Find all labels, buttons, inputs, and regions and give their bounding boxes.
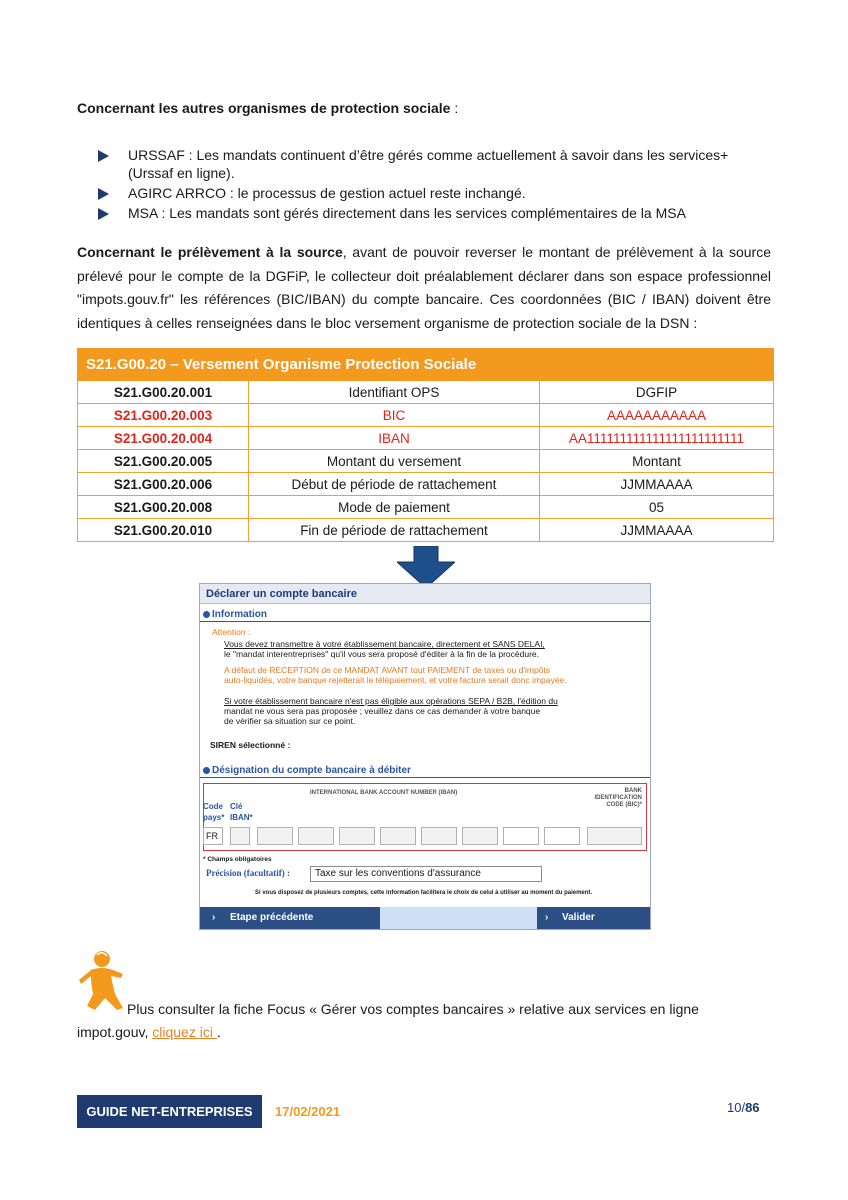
bic-field[interactable] xyxy=(587,827,642,845)
footer-date: 17/02/2021 xyxy=(275,1104,341,1119)
cell-value: Montant xyxy=(540,450,774,473)
info-line: le "mandat interentreprises" qu'il vous sera proposé d'éditer à la fin de la procédure. xyxy=(224,649,539,659)
chevron-right-icon: › xyxy=(545,912,549,923)
note-period: . xyxy=(216,1024,221,1040)
iban-block-field[interactable] xyxy=(544,827,580,845)
cell-code: S21.G00.20.004 xyxy=(78,427,249,450)
table-row xyxy=(78,519,774,542)
attention-label: Attention : xyxy=(212,627,251,637)
footer-guide-badge: GUIDE NET-ENTREPRISES xyxy=(77,1095,262,1128)
iban-block-field[interactable] xyxy=(421,827,457,845)
precision-input[interactable]: Taxe sur les conventions d'assurance xyxy=(310,866,542,882)
cell-label: Montant du versement xyxy=(249,450,540,473)
cell-code: S21.G00.20.006 xyxy=(78,473,249,496)
iban-title: INTERNATIONAL BANK ACCOUNT NUMBER (IBAN) xyxy=(310,790,458,796)
cliquez-ici-link[interactable]: cliquez ici xyxy=(152,1024,217,1040)
cell-code: S21.G00.20.005 xyxy=(78,450,249,473)
list-item xyxy=(98,184,738,202)
iban-block-field[interactable] xyxy=(257,827,293,845)
cell-label: Début de période de rattachement xyxy=(249,473,540,496)
cell-label: Mode de paiement xyxy=(249,496,540,519)
nav-bar xyxy=(200,907,650,929)
iban-block-field[interactable] xyxy=(380,827,416,845)
list-item xyxy=(98,146,738,182)
cell-code: S21.G00.20.001 xyxy=(78,381,249,404)
bic-title: BANK IDENTIFICATION CODE (BIC)* xyxy=(594,788,642,808)
validate-button[interactable] xyxy=(537,907,650,929)
page-number xyxy=(727,1100,760,1115)
cell-value: 05 xyxy=(540,496,774,519)
section-bullet-icon xyxy=(203,767,210,774)
ops-table xyxy=(77,348,774,542)
triangle-bullet-icon xyxy=(98,208,109,220)
iban-key-field[interactable] xyxy=(230,827,250,845)
precision-help: Si vous disposez de plusieurs comptes, cette information facilitera le choix de celui à utiliser au moment du paiement. xyxy=(255,890,593,896)
cell-label: IBAN xyxy=(249,427,540,450)
bullet-text: AGIRC ARRCO : le processus de gestion actuel reste inchangé. xyxy=(128,185,526,201)
iban-block-field[interactable] xyxy=(298,827,334,845)
info-line: mandat ne vous sera pas proposée ; veuillez dans ce cas demander à votre banque xyxy=(224,706,541,716)
down-arrow-icon xyxy=(397,546,455,588)
designation-text: Désignation du compte bancaire à débiter xyxy=(212,765,411,776)
note-text: impot.gouv, xyxy=(77,1024,153,1040)
heading-suffix: : xyxy=(450,100,459,116)
validate-label: Valider xyxy=(562,912,595,923)
cell-code: S21.G00.20.003 xyxy=(78,404,249,427)
cell-label: Fin de période de rattachement xyxy=(249,519,540,542)
focus-note: Plus consulter la fiche Focus « Gérer vos comptes bancaires » relative aux services en ligne xyxy=(127,1001,699,1017)
cell-value: DGFIP xyxy=(540,381,774,404)
bullet-list xyxy=(98,146,738,224)
bullet-text: MSA : Les mandats sont gérés directement dans les services complémentaires de la MSA xyxy=(128,205,686,221)
cell-value: JJMMAAAA xyxy=(540,519,774,542)
pas-paragraph xyxy=(77,241,771,335)
section-heading xyxy=(77,100,458,116)
precision-label: Précision (facultatif) : xyxy=(206,868,290,878)
bullet-text: URSSAF : Les mandats continuent d’être gérés comme actuellement à savoir dans les services+ (Urssaf en ligne). xyxy=(128,147,729,181)
page-current: 10/ xyxy=(727,1100,746,1115)
table-row xyxy=(78,404,774,427)
table-row xyxy=(78,473,774,496)
cell-code: S21.G00.20.010 xyxy=(78,519,249,542)
table-row xyxy=(78,381,774,404)
mascot-icon xyxy=(77,950,127,1012)
previous-step-label: Etape précédente xyxy=(230,912,314,923)
divider xyxy=(200,777,650,778)
info-title-text: Information xyxy=(212,609,267,620)
siren-label: SIREN sélectionné : xyxy=(210,740,291,750)
cell-value: AAAAAAAAAAA xyxy=(540,404,774,427)
triangle-bullet-icon xyxy=(98,150,109,162)
divider xyxy=(200,621,650,622)
table-row xyxy=(78,427,774,450)
iban-block-field[interactable] xyxy=(462,827,498,845)
chevron-right-icon: › xyxy=(212,912,216,923)
cell-value: JJMMAAAA xyxy=(540,473,774,496)
info-line: de vérifier sa situation sur ce point. xyxy=(224,716,356,726)
triangle-bullet-icon xyxy=(98,188,109,200)
list-item xyxy=(98,204,738,222)
info-line: Vous devez transmettre à votre établissement bancaire, directement et SANS DELAI, xyxy=(224,639,545,649)
heading-bold: Concernant les autres organismes de protection sociale xyxy=(77,100,451,116)
previous-step-button[interactable] xyxy=(200,907,380,929)
table-row xyxy=(78,496,774,519)
cell-code: S21.G00.20.008 xyxy=(78,496,249,519)
iban-block-field[interactable] xyxy=(503,827,539,845)
code-pays-label: Code pays* xyxy=(203,802,225,822)
paragraph-bold: Concernant le prélèvement à la source xyxy=(77,244,343,260)
info-line: A défaut de RECEPTION de ce MANDAT AVANT tout PAIEMENT de taxes ou d'impôts xyxy=(224,665,551,675)
cell-label: Identifiant OPS xyxy=(249,381,540,404)
screenshot-title: Déclarer un compte bancaire xyxy=(200,584,650,604)
info-section-title xyxy=(203,609,267,620)
focus-note-line2 xyxy=(77,1021,221,1043)
country-code-field[interactable]: FR xyxy=(203,827,223,845)
cell-value: AA111111111111111111111111 xyxy=(540,427,774,450)
table-row xyxy=(78,450,774,473)
section-bullet-icon xyxy=(203,611,210,618)
required-note: * Champs obligatoires xyxy=(203,856,272,863)
table-header: S21.G00.20 – Versement Organisme Protection Sociale xyxy=(78,349,774,381)
cle-iban-label: Clé IBAN* xyxy=(230,802,253,822)
page-total: 86 xyxy=(745,1100,760,1115)
table-header-row xyxy=(78,349,774,381)
bank-account-screenshot xyxy=(199,583,651,930)
paragraph-text: , avant de pouvoir reverser le montant de prélèvement à la source prélevé pour le compte de la DGFiP, le collecteur doit préalablement déclarer dans son espace professionnel "impots.gouv.fr" les références (BIC/IBAN) du compte bancaire. Ces coordonnées (BIC / IBAN) doivent être identiques à celles renseignées dans le bloc versement organisme de protection sociale de la DSN : xyxy=(77,244,772,331)
info-line: auto-liquidés, votre banque rejetterait le télépaiement, et votre facture serait donc impayée. xyxy=(224,675,567,685)
iban-block-field[interactable] xyxy=(339,827,375,845)
cell-label: BIC xyxy=(249,404,540,427)
designation-section-title xyxy=(203,765,411,776)
info-line: Si votre établissement bancaire n'est pas éligible aux opérations SEPA / B2B, l'édition du xyxy=(224,696,558,706)
